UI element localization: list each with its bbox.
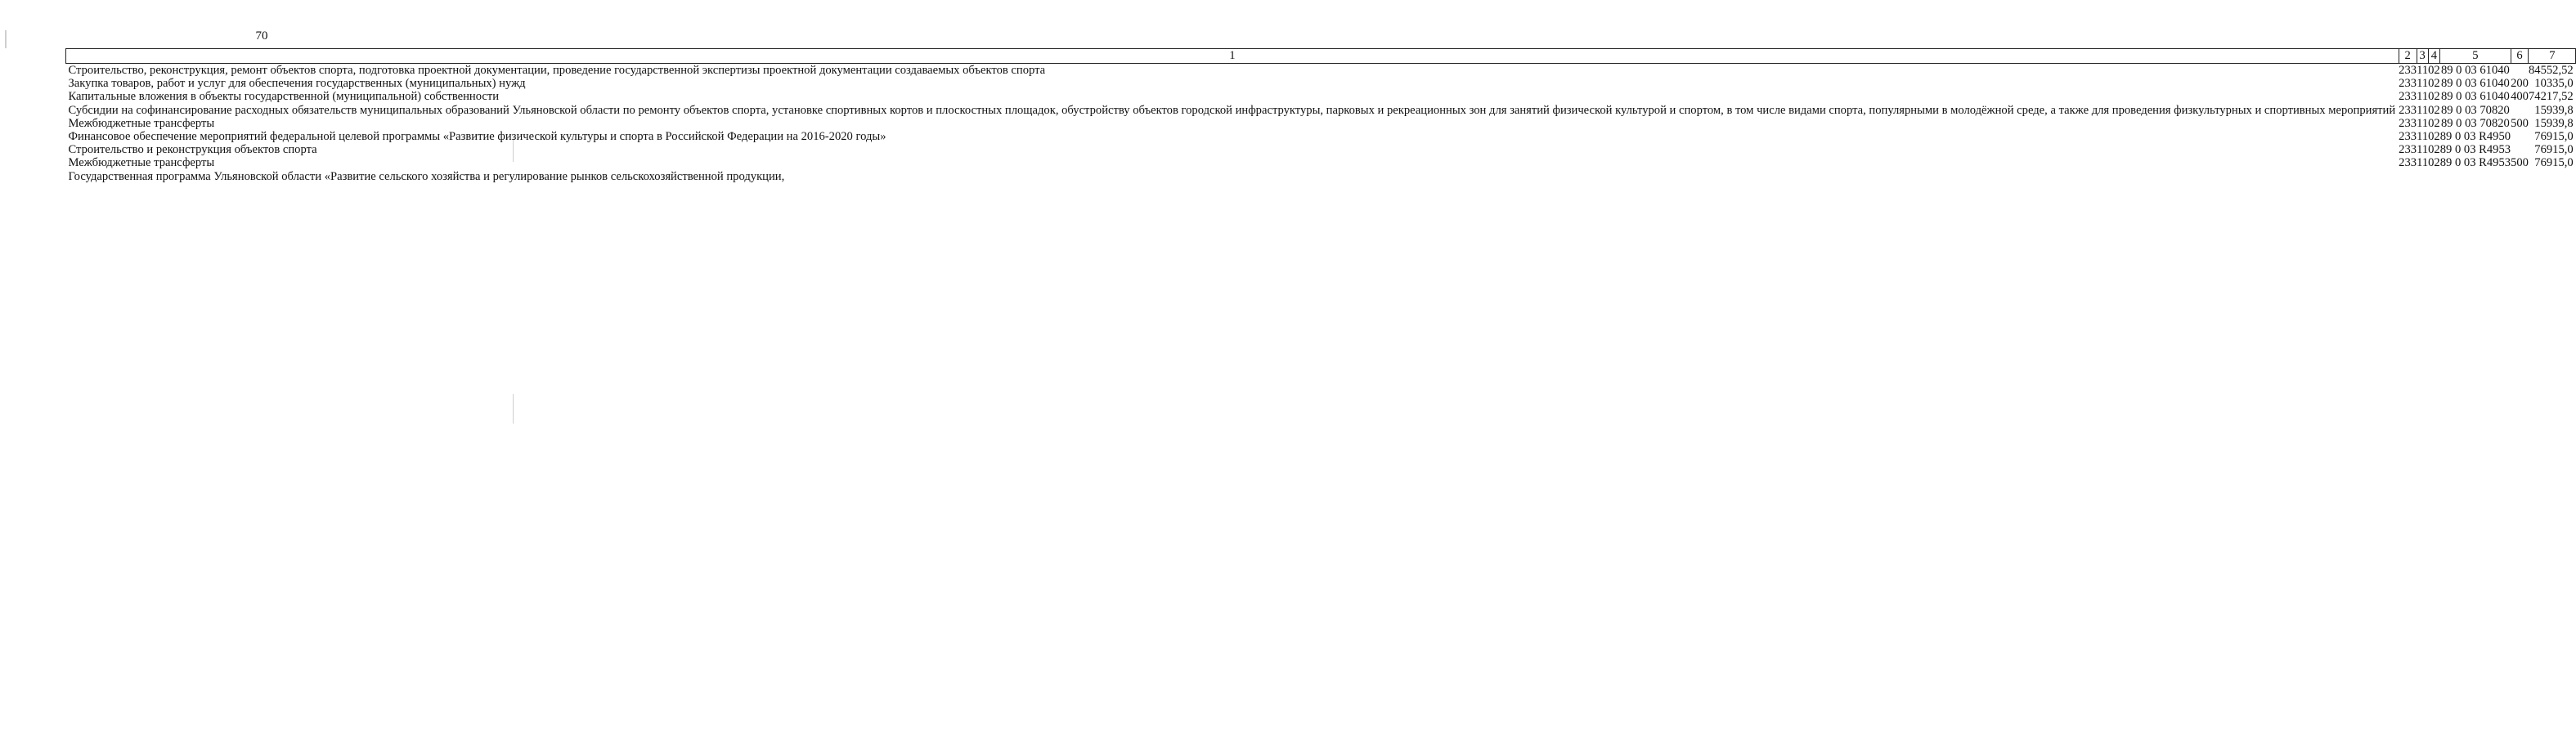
column-header: 6 bbox=[2511, 49, 2529, 64]
row-code-6 bbox=[2511, 104, 2529, 117]
table-row bbox=[66, 143, 2576, 156]
row-code-6 bbox=[2511, 170, 2529, 183]
row-name: Межбюджетные трансферты bbox=[68, 156, 215, 170]
table-row bbox=[66, 156, 2576, 169]
row-amount: 15939,8 bbox=[2534, 103, 2574, 117]
table-row bbox=[66, 170, 2576, 183]
row-code-3: 11 bbox=[2417, 116, 2429, 130]
row-code-2 bbox=[2399, 170, 2417, 183]
row-code-3: 11 bbox=[2417, 64, 2429, 77]
row-code-6: 400 bbox=[2511, 90, 2529, 104]
row-code-5: 89 0 03 61040 bbox=[2440, 90, 2510, 104]
row-name: Межбюджетные трансферты bbox=[68, 116, 215, 130]
row-code-4: 02 bbox=[2428, 77, 2440, 91]
row-name: Капитальные вложения в объекты государственной (муниципальной) собственности bbox=[68, 90, 500, 104]
column-header: 2 bbox=[2399, 49, 2417, 64]
row-code-6: 500 bbox=[2511, 116, 2529, 130]
row-name: Строительство, реконструкция, ремонт объектов спорта, подготовка проектной документации, проведение государственной экспертизы проектной документации создаваемых объектов спорта bbox=[68, 64, 1046, 77]
row-code-6: 500 bbox=[2511, 156, 2529, 170]
row-name: Государственная программа Ульяновской области «Развитие сельского хозяйства и регулирование рынков сельскохозяйственной продукции, bbox=[68, 169, 785, 183]
row-code-4: 02 bbox=[2428, 143, 2440, 157]
row-code-2: 233 bbox=[2399, 64, 2417, 77]
row-name: Субсидии на софинансирование расходных обязательств муниципальных образований Ульяновской области по ремонту объектов спорта, установке спортивных кортов и плоскостных площадок, обустройству объектов городской инфраструктуры, парковых и рекреационных зон для занятий физической культурой и спортом, в том числе видами спорта, популярными в молодёжной среде, а также для проведения физкультурных и спортивных мероприятий bbox=[68, 103, 2396, 117]
row-code-6 bbox=[2511, 64, 2529, 78]
row-code-3: 11 bbox=[2417, 130, 2429, 144]
row-code-5 bbox=[2440, 170, 2511, 183]
row-code-3: 11 bbox=[2417, 77, 2429, 91]
budget-table bbox=[65, 48, 2576, 183]
row-code-3 bbox=[2417, 170, 2428, 183]
table-row bbox=[66, 130, 2576, 143]
row-code-4: 02 bbox=[2428, 103, 2440, 117]
row-amount: 76915,0 bbox=[2534, 143, 2574, 157]
row-code-4: 02 bbox=[2428, 156, 2440, 170]
row-code-4 bbox=[2428, 170, 2440, 183]
row-amount: 15939,8 bbox=[2534, 116, 2574, 130]
row-code-6: 200 bbox=[2511, 77, 2529, 91]
row-code-5: 89 0 03 R4953 bbox=[2439, 143, 2511, 157]
row-amount: 10335,0 bbox=[2534, 77, 2574, 91]
row-code-3: 11 bbox=[2417, 143, 2429, 157]
column-header: 7 bbox=[2529, 49, 2576, 64]
row-code-5: 89 0 03 61040 bbox=[2440, 64, 2510, 77]
column-header: 5 bbox=[2440, 49, 2511, 64]
row-code-4: 02 bbox=[2428, 130, 2440, 144]
row-amount: 76915,0 bbox=[2534, 130, 2574, 144]
table-row bbox=[66, 64, 2576, 78]
row-code-4: 02 bbox=[2428, 90, 2440, 104]
row-code-3: 11 bbox=[2417, 103, 2429, 117]
row-code-4: 02 bbox=[2428, 64, 2440, 77]
row-name: Закупка товаров, работ и услуг для обеспечения государственных (муниципальных) нужд bbox=[68, 77, 526, 91]
table-row bbox=[66, 90, 2576, 103]
row-code-2: 233 bbox=[2399, 143, 2417, 157]
header-row bbox=[66, 49, 2576, 64]
row-code-2: 233 bbox=[2399, 116, 2417, 130]
row-code-2: 233 bbox=[2399, 103, 2417, 117]
row-code-2: 233 bbox=[2399, 156, 2417, 170]
row-code-3: 11 bbox=[2417, 90, 2429, 104]
row-amount: 74217,52 bbox=[2528, 90, 2574, 104]
table-row bbox=[66, 104, 2576, 117]
column-header: 4 bbox=[2428, 49, 2440, 64]
row-code-4: 02 bbox=[2428, 116, 2440, 130]
table-row bbox=[66, 77, 2576, 90]
row-code-2: 233 bbox=[2399, 77, 2417, 91]
row-code-2: 233 bbox=[2399, 130, 2417, 144]
row-code-5: 89 0 03 61040 bbox=[2440, 77, 2510, 91]
column-header: 3 bbox=[2417, 49, 2428, 64]
row-name: Финансовое обеспечение мероприятий федеральной целевой программы «Развитие физической культуры и спорта в Российской Федерации на 2016-2020 годы» bbox=[68, 130, 886, 144]
row-code-3: 11 bbox=[2417, 156, 2429, 170]
row-amount: 84552,52 bbox=[2528, 64, 2574, 77]
row-amount: 76915,0 bbox=[2534, 156, 2574, 170]
table-row bbox=[66, 117, 2576, 130]
row-code-5: 89 0 03 70820 bbox=[2440, 103, 2510, 117]
row-code-5: 89 0 03 R4953 bbox=[2439, 156, 2511, 170]
row-code-5: 89 0 03 70820 bbox=[2440, 116, 2510, 130]
row-amount bbox=[2529, 170, 2576, 183]
row-code-6 bbox=[2511, 130, 2529, 143]
scan-mark bbox=[513, 394, 514, 424]
column-header: 1 bbox=[66, 49, 2399, 64]
row-code-2: 233 bbox=[2399, 90, 2417, 104]
row-code-5: 89 0 03 R4950 bbox=[2439, 130, 2511, 144]
page-number: 70 bbox=[255, 29, 268, 43]
row-name: Строительство и реконструкция объектов спорта bbox=[68, 143, 317, 157]
row-code-6 bbox=[2511, 143, 2529, 156]
scan-mark bbox=[5, 30, 7, 48]
